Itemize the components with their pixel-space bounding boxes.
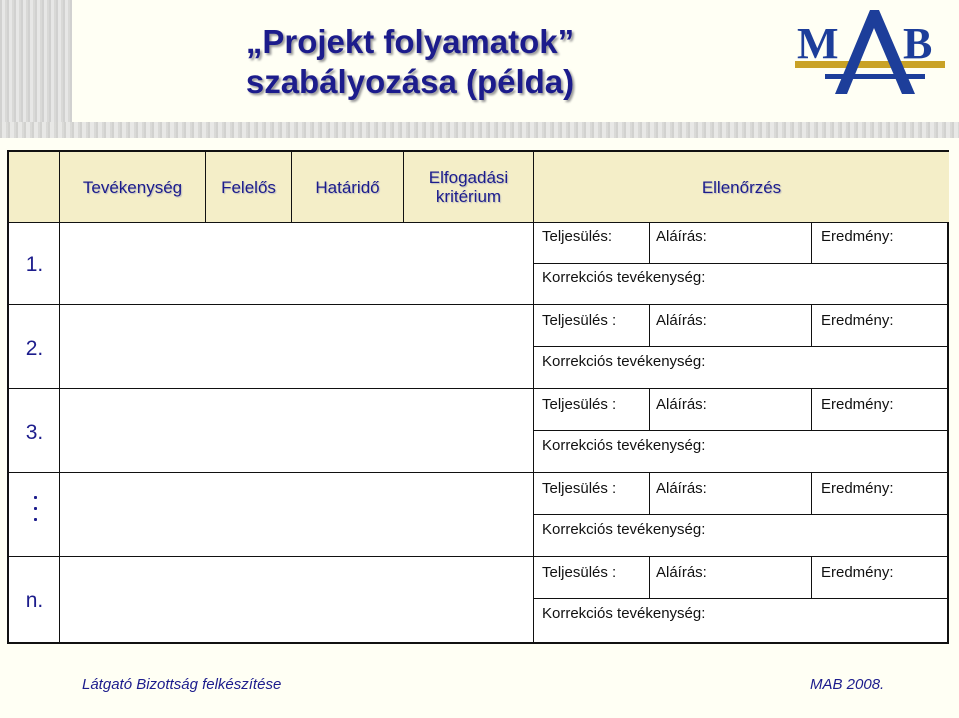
fulfillment-label: Teljesülés : xyxy=(542,564,617,581)
row-label: 2. xyxy=(25,337,44,360)
footer-caption: Látgató Bizottság felkészítése xyxy=(82,676,282,693)
grid-line xyxy=(59,152,60,642)
grid-line xyxy=(9,222,947,223)
grid-line xyxy=(811,388,812,430)
grid-line xyxy=(9,304,947,305)
fulfillment-label: Teljesülés : xyxy=(542,480,617,497)
correction-label: Korrekciós tevékenység: xyxy=(542,353,706,370)
header-responsible: Felelős xyxy=(206,152,291,222)
row-label: 1. xyxy=(25,253,44,276)
decorative-bar xyxy=(0,122,959,138)
footer-year: MAB 2008. xyxy=(810,676,885,693)
signature-label: Aláírás: xyxy=(656,312,707,329)
header-acceptance-line-1: Elfogadási xyxy=(428,168,509,187)
correction-label: Korrekciós tevékenység: xyxy=(542,269,706,286)
correction-label: Korrekciós tevékenység: xyxy=(542,605,706,622)
header-control: Ellenőrzés xyxy=(534,152,949,222)
decorative-stripes xyxy=(0,0,72,122)
mab-logo-graphic xyxy=(795,8,945,100)
grid-line xyxy=(533,514,947,515)
grid-line xyxy=(811,472,812,514)
grid-line xyxy=(649,472,650,514)
fulfillment-label: Teljesülés: xyxy=(542,228,613,245)
result-label: Eredmény: xyxy=(821,480,894,497)
result-label: Eredmény: xyxy=(821,228,894,245)
header-deadline: Határidő xyxy=(292,152,403,222)
result-label: Eredmény: xyxy=(821,312,894,329)
logo-blue-bar xyxy=(825,74,925,79)
grid-line xyxy=(533,346,947,347)
header-activity: Tevékenység xyxy=(60,152,205,222)
header-acceptance xyxy=(404,152,533,222)
logo-letter-b: B xyxy=(903,19,933,68)
slide-title xyxy=(150,22,670,102)
result-label: Eredmény: xyxy=(821,396,894,413)
grid-line xyxy=(811,222,812,263)
row-label: n. xyxy=(25,589,44,612)
grid-line xyxy=(533,263,947,264)
signature-label: Aláírás: xyxy=(656,396,707,413)
correction-label: Korrekciós tevékenység: xyxy=(542,437,706,454)
title-line-2: szabályozása (példa) xyxy=(245,63,575,100)
grid-line xyxy=(533,598,947,599)
grid-line xyxy=(649,388,650,430)
mab-logo-icon xyxy=(795,8,945,100)
grid-line xyxy=(649,222,650,263)
row-label: 3. xyxy=(25,421,44,444)
header-acceptance-line-2: kritérium xyxy=(435,187,502,206)
result-label: Eredmény: xyxy=(821,564,894,581)
title-line-1: „Projekt folyamatok” xyxy=(245,23,575,60)
grid-line xyxy=(811,556,812,598)
signature-label: Aláírás: xyxy=(656,564,707,581)
grid-line xyxy=(9,472,947,473)
header-blank xyxy=(9,152,59,222)
grid-line xyxy=(403,152,404,222)
fulfillment-label: Teljesülés : xyxy=(542,396,617,413)
grid-line xyxy=(533,430,947,431)
fulfillment-label: Teljesülés : xyxy=(542,312,617,329)
signature-label: Aláírás: xyxy=(656,480,707,497)
grid-line xyxy=(533,152,534,642)
grid-line xyxy=(9,388,947,389)
signature-label: Aláírás: xyxy=(656,228,707,245)
vertical-ellipsis-icon xyxy=(32,492,38,525)
grid-line xyxy=(291,152,292,222)
grid-line xyxy=(649,556,650,598)
correction-label: Korrekciós tevékenység: xyxy=(542,521,706,538)
grid-line xyxy=(811,304,812,346)
process-table xyxy=(7,150,949,644)
grid-line xyxy=(649,304,650,346)
grid-line xyxy=(205,152,206,222)
grid-line xyxy=(9,556,947,557)
logo-letter-m: M xyxy=(797,19,839,68)
